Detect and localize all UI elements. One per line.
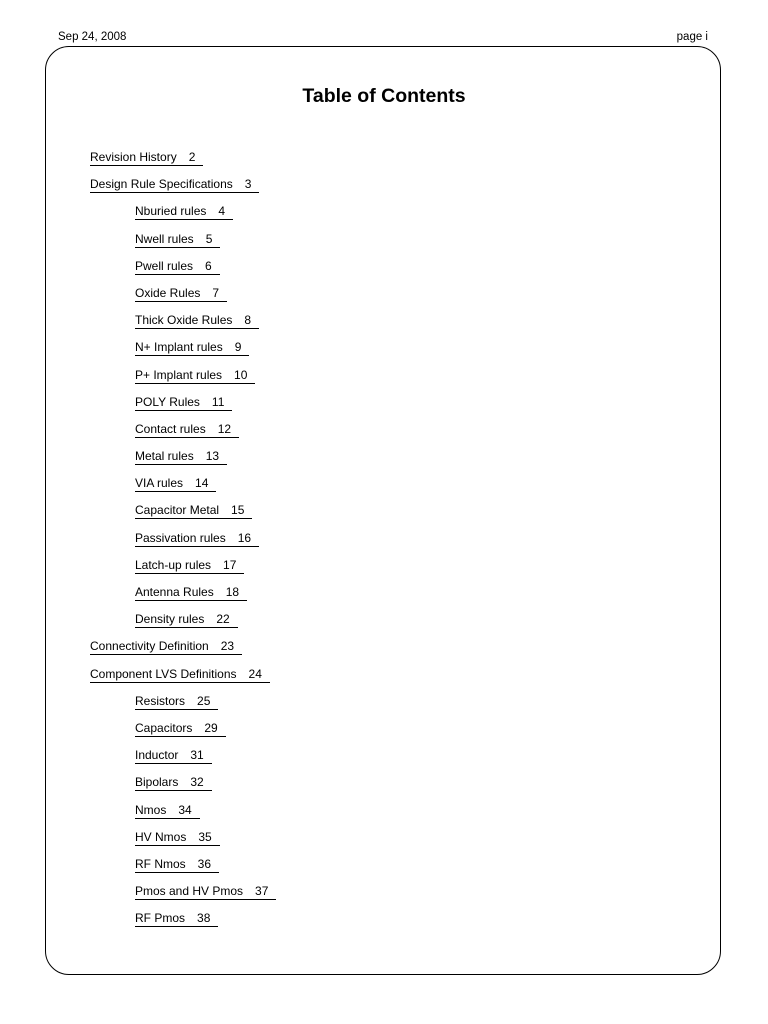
toc-entry-title: Bipolars bbox=[135, 775, 179, 790]
toc-entry-page-number: 9 bbox=[234, 340, 242, 355]
toc-entry bbox=[0, 667, 276, 694]
toc-entry-title: Contact rules bbox=[135, 421, 206, 436]
toc-entry-page-number: 7 bbox=[212, 285, 220, 300]
toc-entry bbox=[0, 884, 276, 911]
toc-link[interactable] bbox=[135, 721, 226, 737]
toc-entry-page-number: 14 bbox=[195, 476, 209, 491]
toc-entry-page-number: 15 bbox=[231, 503, 245, 518]
toc-entry-title: HV Nmos bbox=[135, 829, 187, 844]
toc-entry-page-number: 11 bbox=[211, 394, 225, 409]
toc-entry-title: N+ Implant rules bbox=[135, 340, 223, 355]
toc-link[interactable] bbox=[135, 884, 276, 900]
toc-entry bbox=[0, 911, 276, 938]
toc-entry-page-number: 36 bbox=[197, 856, 212, 871]
toc-entry-title: Metal rules bbox=[135, 449, 194, 464]
toc-entry bbox=[0, 422, 276, 449]
toc-entry-title: Thick Oxide Rules bbox=[135, 313, 233, 328]
toc-entry-page-number: 34 bbox=[178, 802, 192, 817]
toc-entry-title: P+ Implant rules bbox=[135, 367, 223, 382]
toc-entry bbox=[0, 775, 276, 802]
toc-link[interactable] bbox=[135, 286, 227, 302]
toc-link[interactable] bbox=[135, 612, 238, 628]
toc-link[interactable] bbox=[135, 340, 249, 356]
toc-entry-page-number: 13 bbox=[205, 449, 220, 464]
toc-entry bbox=[0, 368, 276, 395]
toc-entry-title: Pmos and HV Pmos bbox=[135, 884, 244, 899]
toc-entry-page-number: 18 bbox=[225, 585, 240, 599]
toc-entry-page-number: 8 bbox=[244, 313, 252, 328]
toc-entry-page-number: 10 bbox=[234, 367, 248, 382]
toc-entry bbox=[0, 639, 276, 666]
toc-entry-page-number: 22 bbox=[216, 612, 230, 627]
header-date: Sep 24, 2008 bbox=[58, 31, 127, 43]
toc-link[interactable] bbox=[135, 803, 200, 819]
toc-entry bbox=[0, 340, 276, 367]
header-page-label: page i bbox=[676, 31, 708, 43]
toc-link[interactable] bbox=[135, 748, 212, 764]
toc-entry-title: Latch-up rules bbox=[135, 557, 212, 572]
toc-entry-title: RF Nmos bbox=[135, 856, 186, 871]
toc-link[interactable] bbox=[135, 585, 247, 601]
toc-entry bbox=[0, 585, 276, 612]
toc-entry-title: Inductor bbox=[135, 748, 179, 763]
toc-entry-page-number: 24 bbox=[248, 666, 262, 681]
toc-entry bbox=[0, 177, 276, 204]
toc-link[interactable] bbox=[135, 503, 252, 519]
toc-entry-page-number: 3 bbox=[244, 177, 252, 192]
toc-link[interactable] bbox=[135, 694, 218, 710]
toc-entry-title: Capacitors bbox=[135, 720, 193, 735]
toc-link[interactable] bbox=[135, 259, 220, 275]
toc-entry-title: Capacitor Metal bbox=[135, 503, 220, 518]
toc-entry-page-number: 23 bbox=[220, 639, 235, 654]
toc-link[interactable] bbox=[90, 639, 242, 655]
toc-entry bbox=[0, 204, 276, 231]
toc-link[interactable] bbox=[135, 476, 216, 492]
toc-link[interactable] bbox=[135, 313, 259, 329]
toc-entry-title: Design Rule Specifications bbox=[90, 177, 233, 192]
toc-entry-title: VIA rules bbox=[135, 476, 184, 491]
toc-entry bbox=[0, 232, 276, 259]
toc-entry-page-number: 32 bbox=[190, 775, 204, 790]
toc-link[interactable] bbox=[135, 911, 218, 927]
toc-link[interactable] bbox=[135, 531, 259, 547]
toc-entry-page-number: 6 bbox=[205, 258, 212, 273]
toc-entry bbox=[0, 721, 276, 748]
toc-entry bbox=[0, 612, 276, 639]
toc-entry-title: Resistors bbox=[135, 693, 186, 708]
toc-list bbox=[0, 150, 276, 938]
toc-link[interactable] bbox=[135, 232, 220, 248]
toc-entry-title: Pwell rules bbox=[135, 258, 194, 273]
toc-link[interactable] bbox=[135, 449, 227, 465]
toc-entry bbox=[0, 748, 276, 775]
toc-entry bbox=[0, 286, 276, 313]
toc-entry-page-number: 38 bbox=[197, 911, 211, 926]
toc-entry bbox=[0, 503, 276, 530]
toc-entry bbox=[0, 395, 276, 422]
toc-entry bbox=[0, 150, 276, 177]
toc-link[interactable] bbox=[135, 830, 220, 846]
toc-entry-page-number: 2 bbox=[188, 150, 196, 164]
toc-entry bbox=[0, 531, 276, 558]
toc-entry-page-number: 37 bbox=[255, 884, 269, 899]
toc-entry-title: Nwell rules bbox=[135, 231, 194, 246]
toc-entry-page-number: 25 bbox=[197, 693, 211, 708]
page-title: Table of Contents bbox=[302, 85, 466, 107]
toc-entry-page-number: 35 bbox=[198, 829, 212, 844]
toc-entry-title: Nburied rules bbox=[135, 204, 207, 219]
toc-entry bbox=[0, 476, 276, 503]
toc-entry bbox=[0, 558, 276, 585]
toc-entry bbox=[0, 259, 276, 286]
toc-entry bbox=[0, 449, 276, 476]
toc-entry-page-number: 31 bbox=[190, 748, 204, 763]
toc-link[interactable] bbox=[90, 150, 203, 166]
toc-entry bbox=[0, 803, 276, 830]
toc-entry-title: Revision History bbox=[90, 150, 177, 164]
toc-entry bbox=[0, 694, 276, 721]
toc-entry-page-number: 4 bbox=[218, 204, 226, 219]
toc-link[interactable] bbox=[90, 667, 270, 683]
toc-entry-title: Oxide Rules bbox=[135, 285, 201, 300]
toc-entry-page-number: 12 bbox=[217, 421, 232, 436]
toc-entry-title: Passivation rules bbox=[135, 530, 226, 545]
toc-entry-page-number: 17 bbox=[223, 557, 237, 572]
toc-entry-title: Nmos bbox=[135, 802, 167, 817]
toc-entry-page-number: 29 bbox=[204, 720, 218, 735]
toc-link[interactable] bbox=[135, 395, 232, 411]
toc-entry-title: RF Pmos bbox=[135, 911, 186, 926]
toc-entry bbox=[0, 857, 276, 884]
toc-link[interactable] bbox=[135, 857, 219, 873]
toc-link[interactable] bbox=[135, 204, 233, 220]
toc-link[interactable] bbox=[135, 775, 212, 791]
toc-link[interactable] bbox=[135, 422, 239, 438]
toc-entry-title: Antenna Rules bbox=[135, 585, 214, 599]
toc-entry-title: Density rules bbox=[135, 612, 205, 627]
toc-entry-page-number: 16 bbox=[237, 530, 252, 545]
toc-entry bbox=[0, 830, 276, 857]
toc-entry-title: Component LVS Definitions bbox=[90, 666, 237, 681]
toc-link[interactable] bbox=[90, 177, 259, 193]
toc-entry-title: Connectivity Definition bbox=[90, 639, 209, 654]
toc-entry-page-number: 5 bbox=[205, 231, 213, 246]
toc-link[interactable] bbox=[135, 558, 244, 574]
toc-link[interactable] bbox=[135, 368, 255, 384]
toc-entry bbox=[0, 313, 276, 340]
toc-entry-title: POLY Rules bbox=[135, 394, 200, 409]
